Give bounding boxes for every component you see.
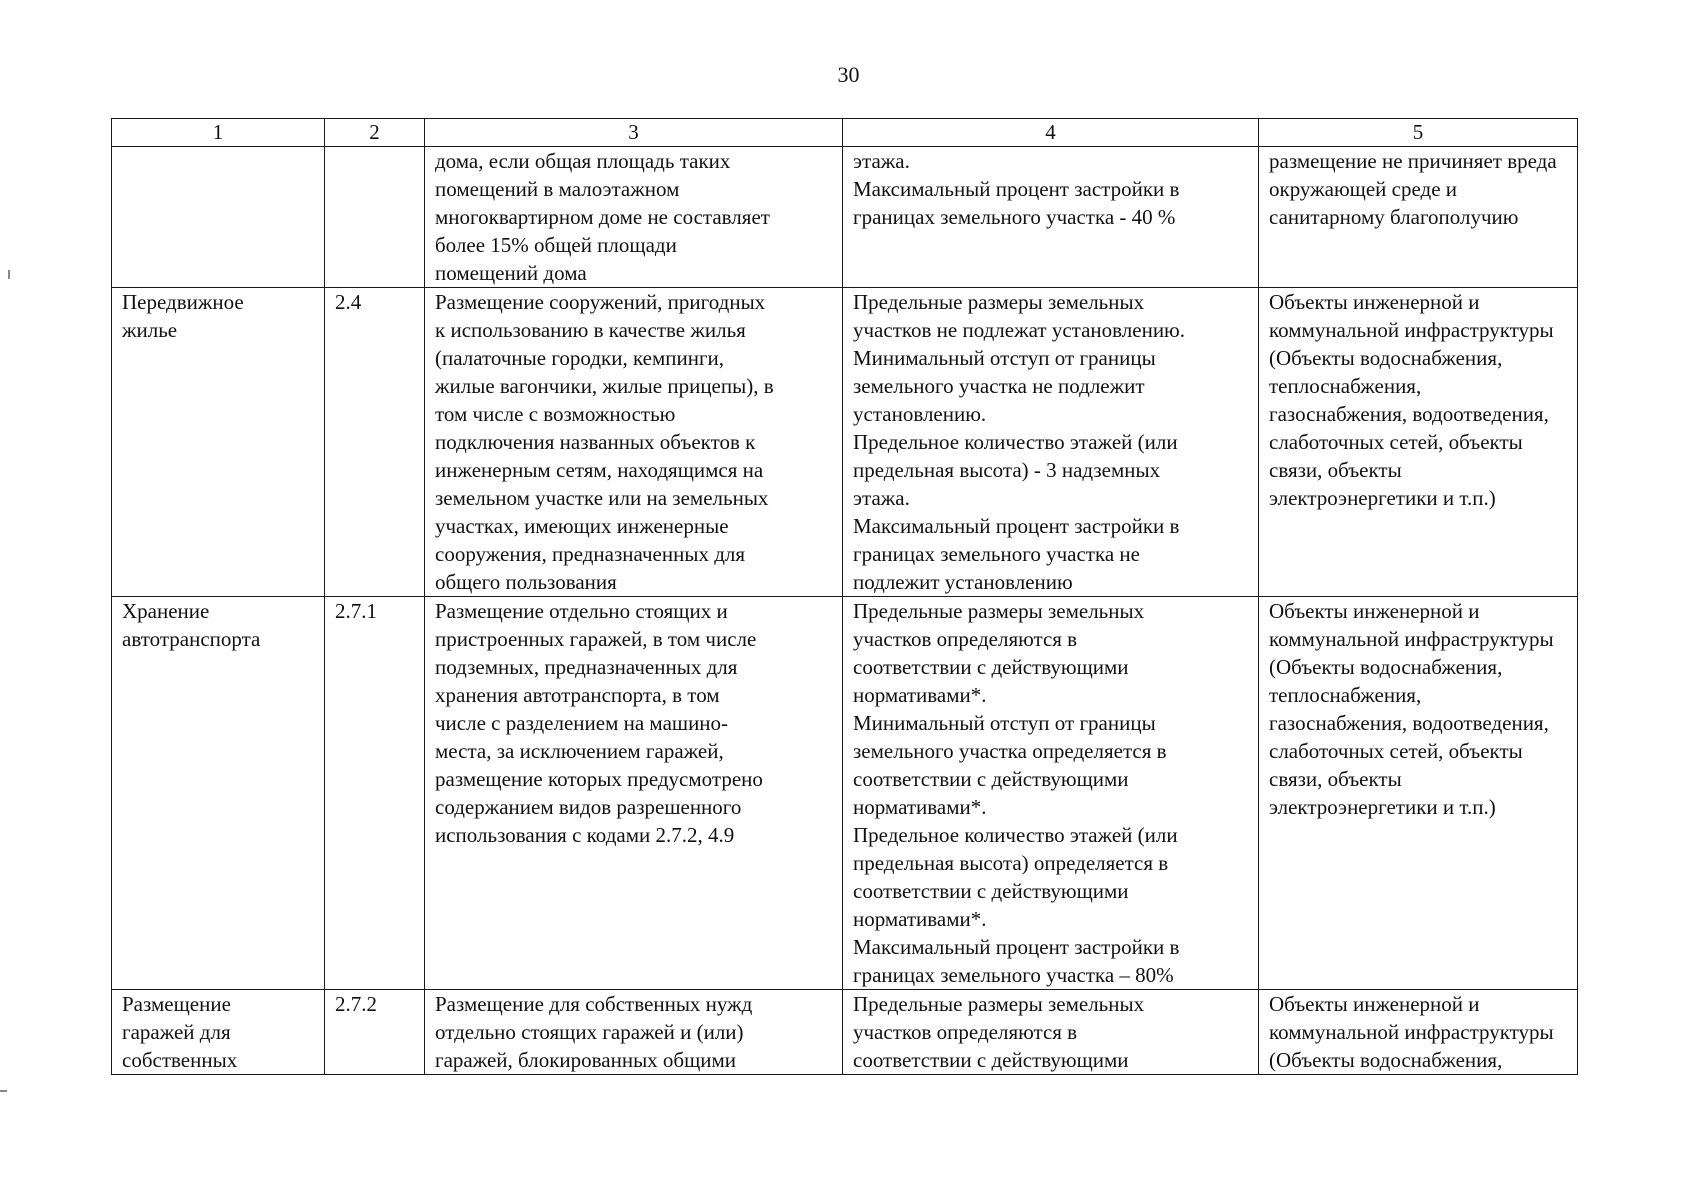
scan-mark — [0, 1090, 7, 1092]
table-row — [112, 147, 1578, 288]
parameters-cell: Предельные размеры земельных участков не подлежат установлению. Минимальный отступ от границы земельного участка не подлежит установлению. Предельное количество этажей (или предельная высота) - 3 надземных этажа. Максимальный процент застройки в границах земельного участка не подлежит установлению — [843, 288, 1259, 597]
use-description-cell: Размещение сооружений, пригодных к использованию в качестве жилья (палаточные городки, кемпинги, жилые вагончики, жилые прицепы), в том числе с возможностью подключения названных объектов к инженерным сетям, находящимся на земельном участке или на земельных участках, имеющих инженерные сооружения, предназначенных для общего пользования — [425, 288, 843, 597]
infrastructure-cell: Объекты инженерной и коммунальной инфраструктуры (Объекты водоснабжения, теплоснабжения, газоснабжения, водоотведения, слаботочных сетей, объекты связи, объекты электроэнергетики и т.п.) — [1259, 288, 1578, 597]
use-description-cell: дома, если общая площадь таких помещений в малоэтажном многоквартирном доме не составляет более 15% общей площади помещений дома — [425, 147, 843, 288]
page-number: 30 — [837, 62, 860, 87]
use-name-cell: Хранение автотранспорта — [112, 597, 325, 990]
infrastructure-cell: размещение не причиняет вреда окружающей среде и санитарному благополучию — [1259, 147, 1578, 288]
column-header-3: 3 — [425, 119, 843, 147]
infrastructure-cell: Объекты инженерной и коммунальной инфраструктуры (Объекты водоснабжения, теплоснабжения, газоснабжения, водоотведения, слаботочных сетей, объекты связи, объекты электроэнергетики и т.п.) — [1259, 597, 1578, 990]
use-description-cell: Размещение для собственных нужд отдельно стоящих гаражей и (или) гаражей, блокированных общими — [425, 990, 843, 1075]
use-name-cell — [112, 147, 325, 288]
infrastructure-cell: Объекты инженерной и коммунальной инфраструктуры (Объекты водоснабжения, — [1259, 990, 1578, 1075]
table-header-row — [112, 119, 1578, 147]
table-row — [112, 990, 1578, 1075]
column-header-4: 4 — [843, 119, 1259, 147]
table-row — [112, 597, 1578, 990]
parameters-cell: Предельные размеры земельных участков определяются в соответствии с действующими нормативами*. Минимальный отступ от границы земельного участка определяется в соответствии с действующими нормативами*. Предельное количество этажей (или предельная высота) определяется в соответствии с действующими нормативами*. Максимальный процент застройки в границах земельного участка – 80% — [843, 597, 1259, 990]
column-header-2: 2 — [325, 119, 425, 147]
use-code-cell — [325, 147, 425, 288]
land-use-table — [111, 118, 1578, 1075]
use-description-cell: Размещение отдельно стоящих и пристроенных гаражей, в том числе подземных, предназначенных для хранения автотранспорта, в том числе с разделением на машино- места, за исключением гаражей, размещение которых предусмотрено содержанием видов разрешенного использования с кодами 2.7.2, 4.9 — [425, 597, 843, 990]
use-name-cell: Передвижное жилье — [112, 288, 325, 597]
scan-mark — [8, 270, 10, 279]
use-code-cell: 2.7.2 — [325, 990, 425, 1075]
table-row — [112, 288, 1578, 597]
use-name-cell: Размещение гаражей для собственных — [112, 990, 325, 1075]
parameters-cell: Предельные размеры земельных участков определяются в соответствии с действующими — [843, 990, 1259, 1075]
parameters-cell: этажа. Максимальный процент застройки в границах земельного участка - 40 % — [843, 147, 1259, 288]
use-code-cell: 2.7.1 — [325, 597, 425, 990]
column-header-1: 1 — [112, 119, 325, 147]
column-header-5: 5 — [1259, 119, 1578, 147]
use-code-cell: 2.4 — [325, 288, 425, 597]
